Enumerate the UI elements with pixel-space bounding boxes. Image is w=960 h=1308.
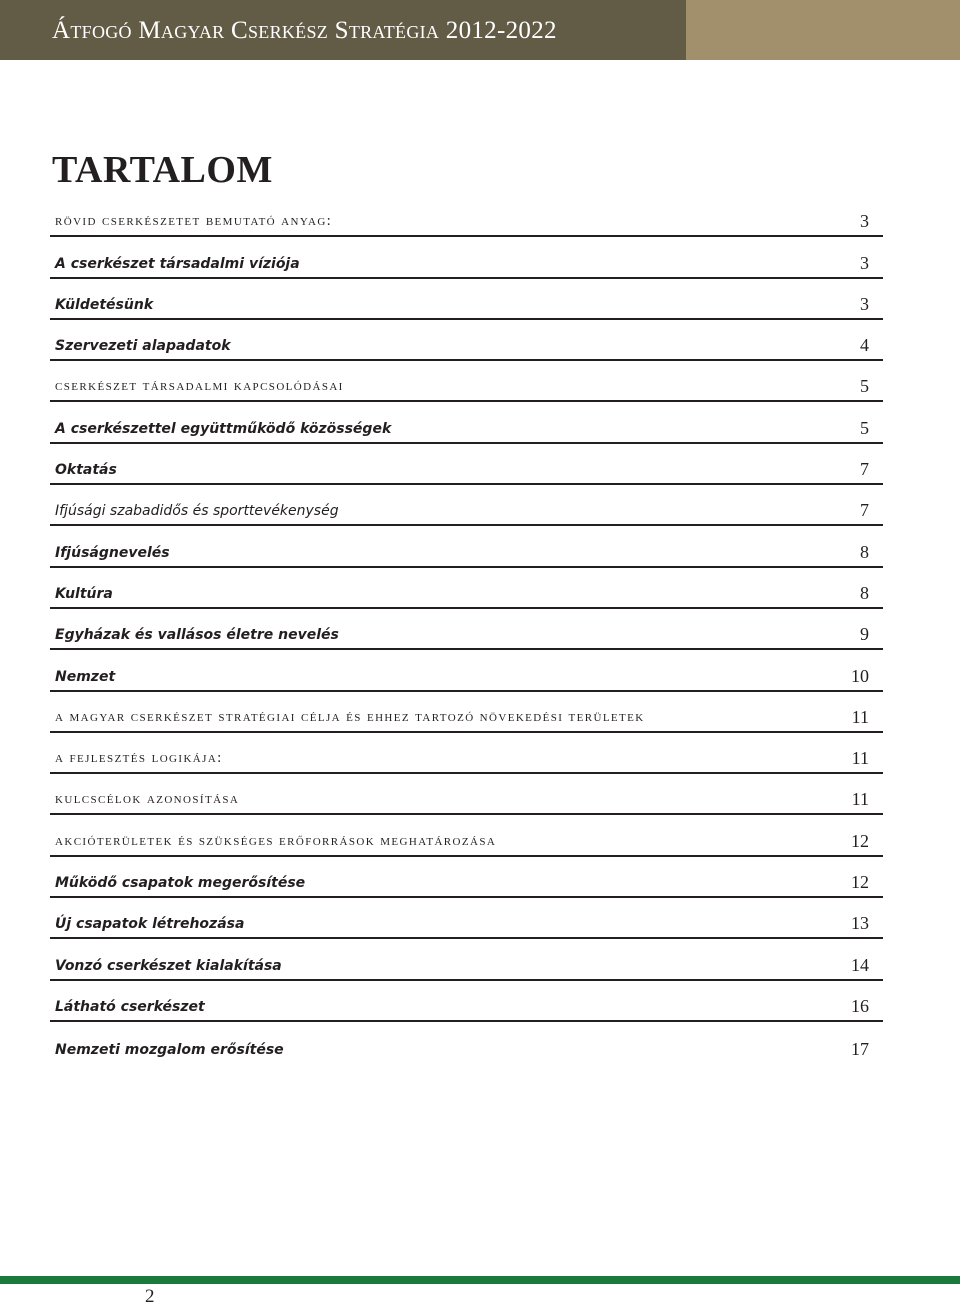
toc-entry-section[interactable] <box>50 196 883 237</box>
toc-entry-page: 5 <box>860 376 869 397</box>
toc-entry-page: 3 <box>860 211 869 232</box>
toc-entry-subsection[interactable] <box>50 402 883 443</box>
toc-entry-label: Szervezeti alapadatok <box>55 338 231 355</box>
toc-entry-subsection[interactable] <box>50 857 883 898</box>
toc-entry-page: 14 <box>851 954 869 975</box>
toc-entry-page: 4 <box>860 335 869 356</box>
toc-entry-page: 3 <box>860 293 869 314</box>
toc-entry-label: Ifjúságnevelés <box>55 544 170 561</box>
table-of-contents <box>50 196 883 1063</box>
toc-entry-page: 8 <box>860 582 869 603</box>
toc-entry-page: 11 <box>851 748 869 769</box>
toc-entry-section[interactable] <box>50 774 883 815</box>
toc-entry-subsection[interactable] <box>50 237 883 278</box>
toc-entry-page: 7 <box>860 459 869 480</box>
toc-entry-section[interactable] <box>50 733 883 774</box>
toc-entry-label: Nemzet <box>55 668 116 685</box>
page-header <box>0 0 960 60</box>
toc-entry-subsection[interactable] <box>50 320 883 361</box>
toc-heading: TARTALOM <box>52 149 273 191</box>
toc-entry-subsection[interactable] <box>50 568 883 609</box>
toc-entry-label: Oktatás <box>55 462 117 479</box>
toc-entry-label: Egyházak és vallásos életre nevelés <box>55 627 339 644</box>
toc-entry-section[interactable] <box>50 692 883 733</box>
toc-entry-label: Új csapatok létrehozása <box>55 916 245 933</box>
toc-entry-page: 7 <box>860 500 869 521</box>
toc-entry-label: cserkészet társadalmi kapcsolódásai <box>55 378 344 395</box>
toc-entry-label: Ifjúsági szabadidős és sporttevékenység <box>55 503 339 520</box>
toc-entry-page: 10 <box>851 665 869 686</box>
toc-entry-label: Nemzeti mozgalom erősítése <box>55 1042 284 1059</box>
header-accent-block <box>686 0 960 60</box>
toc-entry-label: a fejlesztés logikája: <box>55 750 223 767</box>
toc-entry-subsection[interactable] <box>50 981 883 1022</box>
toc-entry-page: 11 <box>851 789 869 810</box>
toc-entry-page: 13 <box>851 913 869 934</box>
toc-entry-page: 3 <box>860 252 869 273</box>
toc-entry-subsection[interactable] <box>50 485 883 526</box>
toc-entry-page: 16 <box>851 995 869 1016</box>
toc-entry-page: 5 <box>860 417 869 438</box>
document-title: Átfogó Magyar Cserkész Stratégia 2012-2022 <box>52 17 557 44</box>
toc-entry-subsection[interactable] <box>50 279 883 320</box>
toc-entry-page: 12 <box>851 872 869 893</box>
toc-entry-subsection[interactable] <box>50 898 883 939</box>
toc-entry-label: Vonzó cserkészet kialakítása <box>55 957 282 974</box>
page-number: 2 <box>145 1286 155 1307</box>
toc-entry-section[interactable] <box>50 815 883 856</box>
toc-entry-subsection[interactable] <box>50 650 883 691</box>
toc-entry-subsection[interactable] <box>50 939 883 980</box>
toc-entry-page: 8 <box>860 541 869 562</box>
toc-entry-label: Működő csapatok megerősítése <box>55 875 306 892</box>
toc-entry-label: A cserkészettel együttműködő közösségek <box>55 420 392 437</box>
toc-entry-subsection[interactable] <box>50 1022 883 1063</box>
toc-entry-label: a magyar cserkészet stratégiai célja és ehhez tartozó növekedési területek <box>55 708 645 725</box>
toc-entry-page: 11 <box>851 706 869 727</box>
toc-entry-section[interactable] <box>50 361 883 402</box>
toc-entry-label: rövid cserkészetet bemutató anyag: <box>55 213 333 230</box>
toc-entry-label: Kultúra <box>55 585 113 602</box>
toc-entry-label: Küldetésünk <box>55 296 154 313</box>
toc-entry-page: 17 <box>851 1039 869 1060</box>
toc-entry-subsection[interactable] <box>50 609 883 650</box>
toc-entry-page: 12 <box>851 830 869 851</box>
toc-entry-label: A cserkészet társadalmi víziója <box>55 255 300 272</box>
toc-entry-page: 9 <box>860 624 869 645</box>
toc-entry-label: kulcscélok azonosítása <box>55 791 240 808</box>
toc-entry-label: akcióterületek és szükséges erőforrások meghatározása <box>55 832 497 849</box>
toc-entry-label: Látható cserkészet <box>55 998 205 1015</box>
toc-entry-subsection[interactable] <box>50 444 883 485</box>
footer-bar <box>0 1276 960 1284</box>
toc-entry-subsection[interactable] <box>50 526 883 567</box>
